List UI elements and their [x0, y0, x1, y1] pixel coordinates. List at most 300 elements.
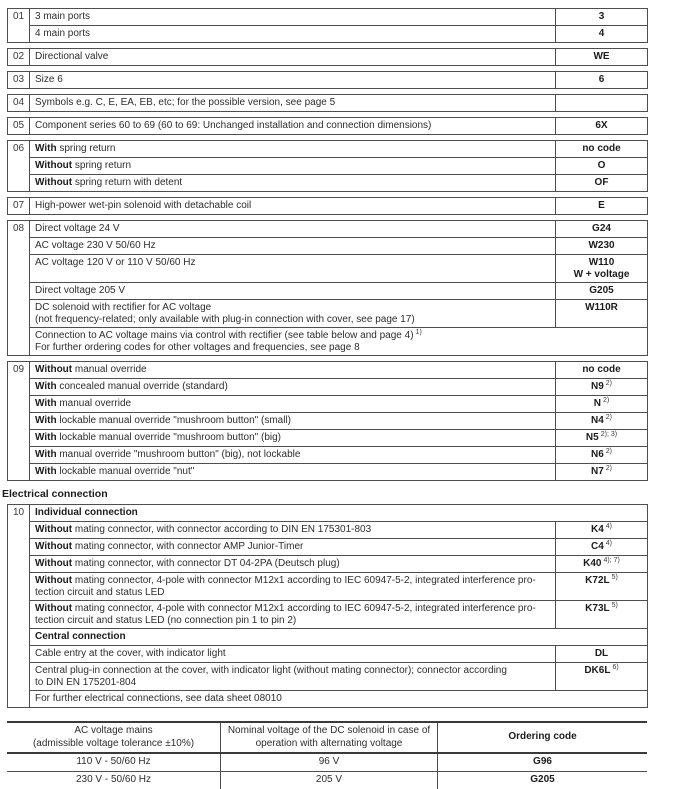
row-code [555, 522, 647, 538]
table-row [30, 49, 647, 65]
row-description [30, 505, 647, 521]
row-description [30, 141, 555, 157]
description-line [35, 51, 549, 63]
row-code [555, 396, 647, 412]
footnote-ref: 4); 7) [603, 556, 620, 564]
code-line [558, 364, 645, 376]
code-line [558, 466, 645, 478]
code-line [558, 558, 645, 570]
table-row [30, 9, 647, 26]
row-code [555, 26, 647, 42]
group-rows [30, 505, 647, 707]
code-line [558, 11, 645, 23]
description-line [35, 507, 641, 519]
description-text: lockable manual override "nut" [56, 466, 195, 477]
description-lead: With [35, 143, 57, 154]
row-code [555, 430, 647, 446]
row-code [555, 413, 647, 429]
row-description [30, 158, 555, 174]
row-description [30, 413, 555, 429]
description-line [35, 200, 549, 212]
code-line [558, 74, 645, 86]
row-description [30, 430, 555, 446]
row-code [555, 283, 647, 299]
row-number: 07 [8, 198, 30, 214]
table-row [30, 601, 647, 629]
description-line [35, 285, 549, 297]
code-text: W230 [588, 240, 615, 251]
cell-text: 205 V [315, 774, 343, 786]
table-row [30, 522, 647, 539]
table-row [30, 95, 647, 111]
ordering-group-07 [7, 197, 648, 215]
group-rows [30, 9, 647, 42]
row-description [30, 175, 555, 191]
description-line [35, 11, 549, 23]
footnote-ref: 2) [605, 413, 613, 421]
group-rows [30, 198, 647, 214]
row-description [30, 464, 555, 480]
row-code [555, 72, 647, 88]
footnote-ref: 2) [605, 464, 613, 472]
description-text: manual override "mushroom button" (big), not lockable [56, 449, 301, 460]
code-text: N [593, 398, 601, 409]
description-text: mating connector, with connector DT 04-2PA (Deutsch plug) [72, 558, 340, 569]
row-code [555, 646, 647, 662]
footnote-ref: 5) [611, 573, 618, 581]
row-description [30, 238, 555, 254]
footnote-ref: 5) [611, 601, 618, 609]
row-number: 08 [8, 221, 30, 355]
row-description [30, 556, 555, 572]
description-line [35, 97, 549, 109]
ordering-group-02 [7, 48, 648, 66]
row-description [30, 328, 647, 355]
row-code [555, 573, 647, 600]
footnote-ref: 6) [612, 663, 619, 671]
description-line [35, 257, 549, 269]
description-text: Central plug-in connection at the cover, with indicator light (without mating connector); connector according [35, 665, 507, 676]
row-number: 04 [8, 95, 30, 111]
code-text: N5 [585, 432, 599, 443]
code-line [558, 665, 645, 677]
description-text: mating connector, 4-pole with connector M12x1 according to IEC 60947-5-2, integrated interference pro- [72, 575, 536, 586]
ordering-group-10 [7, 504, 648, 708]
description-line [35, 223, 549, 235]
footnote-ref: 2) [605, 379, 613, 387]
row-description [30, 573, 555, 600]
group-rows [30, 95, 647, 111]
code-line [558, 200, 645, 212]
code-text: K40 [583, 558, 602, 569]
row-code [555, 141, 647, 157]
table-row [30, 221, 647, 238]
description-line [35, 302, 549, 314]
row-description [30, 629, 647, 645]
code-line [558, 449, 645, 461]
code-text: N7 [590, 466, 604, 477]
description-line [35, 648, 549, 660]
description-line [35, 364, 549, 376]
row-number: 05 [8, 118, 30, 134]
table-row [30, 556, 647, 573]
table-row [30, 505, 647, 522]
description-lead: Without [35, 541, 73, 552]
row-description [30, 379, 555, 395]
voltage-nominal-cell [221, 754, 438, 771]
code-text: O [597, 160, 606, 171]
description-text: lockable manual override "mushroom button" (big) [56, 432, 282, 443]
code-line [558, 143, 645, 155]
cell-text: G96 [533, 756, 552, 768]
description-text: Connection to AC voltage mains via control with rectifier (see table below and page 4) [35, 330, 414, 341]
code-text: no code [582, 143, 621, 154]
header-line: Ordering code [508, 731, 577, 743]
description-lead: Without [35, 160, 73, 171]
table-row [30, 26, 647, 42]
code-text: N6 [590, 449, 604, 460]
description-lead: With [35, 449, 57, 460]
row-description [30, 691, 647, 707]
description-line [35, 160, 549, 172]
description-line [35, 330, 641, 342]
description-text: Symbols e.g. C, E, EA, EB, etc; for the possible version, see page 5 [35, 97, 336, 108]
description-line [35, 603, 549, 615]
table-row [30, 362, 647, 379]
description-text: spring return with detent [72, 177, 183, 188]
group-rows [30, 221, 647, 355]
description-text: Central connection [35, 631, 126, 642]
row-description [30, 539, 555, 555]
description-text: Direct voltage 24 V [35, 223, 120, 234]
voltage-table-row [7, 754, 647, 772]
ordering-group-09 [7, 361, 648, 481]
table-row [30, 447, 647, 464]
description-lead: With [35, 398, 57, 409]
description-line [35, 665, 549, 677]
description-lead: With [35, 415, 57, 426]
code-line [558, 160, 645, 172]
description-text: AC voltage 120 V or 110 V 50/60 Hz [35, 257, 196, 268]
row-code [555, 198, 647, 214]
description-line [35, 693, 641, 705]
footnote-ref: 2) [605, 447, 613, 455]
cell-text: 110 V - 50/60 Hz [76, 756, 151, 768]
code-line [558, 177, 645, 189]
description-text: manual override [56, 398, 132, 409]
description-line [35, 120, 549, 132]
code-line [558, 603, 645, 615]
description-line [35, 541, 549, 553]
voltage-ordering-code-cell [438, 772, 647, 789]
table-row [30, 141, 647, 158]
group-rows [30, 72, 647, 88]
ordering-group-03 [7, 71, 648, 89]
code-text: DL [594, 648, 609, 659]
description-text: spring return [56, 143, 116, 154]
code-line [558, 302, 645, 314]
row-description [30, 221, 555, 237]
ordering-group-06 [7, 140, 648, 192]
table-row [30, 118, 647, 134]
row-code [555, 539, 647, 555]
code-text: 4 [598, 28, 605, 39]
voltage-table-header-ordering-code [438, 723, 647, 752]
code-text: E [598, 200, 605, 211]
header-line: AC voltage mains [74, 725, 153, 736]
description-text: Directional valve [35, 51, 109, 62]
description-line [35, 74, 549, 86]
table-row [30, 629, 647, 646]
row-code [555, 362, 647, 378]
code-text: WE [593, 51, 610, 62]
description-line: For further ordering codes for other voltages and frequencies, see page 8 [35, 342, 360, 353]
code-line [558, 257, 645, 269]
code-text: 6 [598, 74, 605, 85]
code-line [558, 432, 645, 444]
description-text: Direct voltage 205 V [35, 285, 126, 296]
voltage-table-body [7, 754, 647, 789]
description-line [35, 449, 549, 461]
row-description [30, 118, 555, 134]
table-row [30, 328, 647, 355]
description-line [35, 432, 549, 444]
code-line [558, 648, 645, 660]
code-text: N9 [590, 381, 604, 392]
row-description [30, 663, 555, 690]
row-code [555, 255, 647, 282]
code-line [558, 51, 645, 63]
code-text: K73L [585, 603, 610, 614]
description-line [35, 381, 549, 393]
row-description [30, 255, 555, 282]
table-row [30, 158, 647, 175]
table-row [30, 539, 647, 556]
description-lead: Without [35, 524, 73, 535]
row-description [30, 362, 555, 378]
code-line [558, 415, 645, 427]
description-text: Component series 60 to 69 (60 to 69: Unchanged installation and connection dimensions) [35, 120, 432, 131]
group-rows [30, 49, 647, 65]
row-description [30, 72, 555, 88]
description-line: tection circuit and status LED (no connection pin 1 to pin 2) [35, 615, 297, 626]
description-line [35, 631, 641, 643]
description-text: mating connector, 4-pole with connector M12x1 according to IEC 60947-5-2, integrated interference pro- [72, 603, 536, 614]
cell-text: G205 [530, 774, 555, 786]
table-row [30, 379, 647, 396]
description-line [35, 240, 549, 252]
code-line [558, 223, 645, 235]
code-text: G205 [589, 285, 614, 296]
code-line [558, 541, 645, 553]
code-text: 3 [598, 11, 605, 22]
row-number: 09 [8, 362, 30, 480]
ordering-group-04 [7, 94, 648, 112]
row-code [555, 556, 647, 572]
section-heading: Electrical connection [2, 488, 108, 500]
footnote-ref: 1) [415, 328, 422, 336]
row-description [30, 646, 555, 662]
description-line [35, 398, 549, 410]
row-code [555, 221, 647, 237]
description-text: mating connector, with connector AMP Junior-Timer [72, 541, 304, 552]
code-line [558, 285, 645, 297]
row-description [30, 198, 555, 214]
description-text: 3 main ports [35, 11, 91, 22]
code-text: DK6L [584, 665, 611, 676]
code-line [558, 240, 645, 252]
description-text: mating connector, with connector according to DIN EN 175301-803 [72, 524, 372, 535]
row-code [555, 158, 647, 174]
code-line [558, 398, 645, 410]
table-row [30, 464, 647, 480]
description-text: Individual connection [35, 507, 138, 518]
ordering-group-05 [7, 117, 648, 135]
row-number: 06 [8, 141, 30, 191]
description-lead: Without [35, 558, 73, 569]
description-text: concealed manual override (standard) [56, 381, 228, 392]
code-text: no code [582, 364, 621, 375]
table-row [30, 663, 647, 691]
voltage-table-header-nominal [221, 723, 438, 752]
description-text: AC voltage 230 V 50/60 Hz [35, 240, 156, 251]
description-lead: Without [35, 177, 73, 188]
description-lead: With [35, 381, 57, 392]
code-text: K4 [590, 524, 604, 535]
voltage-ordering-code-cell [438, 754, 647, 771]
description-lead: Without [35, 364, 73, 375]
table-row [30, 283, 647, 300]
voltage-mains-cell [7, 754, 221, 771]
row-code [555, 95, 647, 111]
cell-text: 230 V - 50/60 Hz [75, 774, 152, 786]
description-text: Size 6 [35, 74, 63, 85]
voltage-nominal-cell [221, 772, 438, 789]
row-description [30, 522, 555, 538]
table-row [30, 255, 647, 283]
table-row [30, 430, 647, 447]
code-text: W110R [585, 302, 618, 313]
voltage-table-row [7, 772, 647, 789]
description-line [35, 28, 549, 40]
row-description [30, 601, 555, 628]
description-line: to DIN EN 175201-804 [35, 677, 137, 688]
row-number: 02 [8, 49, 30, 65]
description-lead: With [35, 466, 57, 477]
row-code [555, 447, 647, 463]
header-line: operation with alternating voltage [255, 737, 403, 749]
description-text: 4 main ports [35, 28, 91, 39]
code-text: W110 [588, 257, 615, 268]
table-row [30, 238, 647, 255]
ordering-group-08 [7, 220, 648, 356]
row-number: 03 [8, 72, 30, 88]
row-code [555, 601, 647, 628]
table-row [30, 198, 647, 214]
row-code [555, 464, 647, 480]
code-text: G24 [592, 223, 611, 234]
code-text: OF [594, 177, 609, 188]
code-text: K72L [585, 575, 610, 586]
row-code [555, 118, 647, 134]
code-text: C4 [590, 541, 604, 552]
ordering-group-01 [7, 8, 648, 43]
row-code [555, 300, 647, 327]
row-code [555, 238, 647, 254]
row-number: 10 [8, 505, 30, 707]
group-rows [30, 118, 647, 134]
description-text: manual override [72, 364, 147, 375]
row-description [30, 300, 555, 327]
table-row [30, 396, 647, 413]
row-description [30, 396, 555, 412]
row-description [30, 283, 555, 299]
footnote-ref: 4) [605, 539, 613, 547]
description-line: tection circuit and status LED [35, 587, 165, 598]
row-code [555, 175, 647, 191]
description-line [35, 558, 549, 570]
table-row [30, 691, 647, 707]
description-line [35, 143, 549, 155]
description-text: High-power wet-pin solenoid with detachable coil [35, 200, 252, 211]
row-code [555, 379, 647, 395]
voltage-table-header-row [7, 723, 647, 754]
description-line [35, 177, 549, 189]
description-text: For further electrical connections, see data sheet 08010 [35, 693, 282, 704]
row-description [30, 9, 555, 25]
description-line [35, 466, 549, 478]
table-row [30, 300, 647, 328]
description-text: lockable manual override "mushroom button" (small) [56, 415, 291, 426]
code-line [558, 575, 645, 587]
ordering-table [2, 8, 680, 708]
description-lead: With [35, 432, 57, 443]
code-text: 6X [595, 120, 608, 131]
header-line: (admissible voltage tolerance ±10%) [32, 737, 195, 749]
cell-text: 96 V [318, 756, 340, 768]
table-row [30, 413, 647, 430]
description-text: DC solenoid with rectifier for AC voltage [35, 302, 212, 313]
code-line: W + voltage [573, 269, 630, 280]
code-line [558, 28, 645, 40]
group-rows [30, 362, 647, 480]
row-code [555, 49, 647, 65]
code-line [558, 120, 645, 132]
row-code [555, 9, 647, 25]
group-rows [30, 141, 647, 191]
code-line [558, 381, 645, 393]
description-text: spring return [72, 160, 132, 171]
table-row [30, 646, 647, 663]
description-line [35, 415, 549, 427]
footnote-ref: 2) [603, 396, 610, 404]
footnote-ref: 2); 3) [600, 430, 618, 438]
row-description [30, 95, 555, 111]
table-row [30, 573, 647, 601]
row-description [30, 26, 555, 42]
header-line: Nominal voltage of the DC solenoid in case of [227, 725, 431, 736]
table-row [30, 72, 647, 88]
row-code [555, 663, 647, 690]
description-line [35, 575, 549, 587]
voltage-table-header-mains [7, 723, 221, 752]
code-line [558, 524, 645, 536]
row-number: 01 [8, 9, 30, 42]
row-description [30, 49, 555, 65]
row-description [30, 447, 555, 463]
table-row [30, 175, 647, 191]
voltage-rectifier-table [7, 721, 647, 789]
